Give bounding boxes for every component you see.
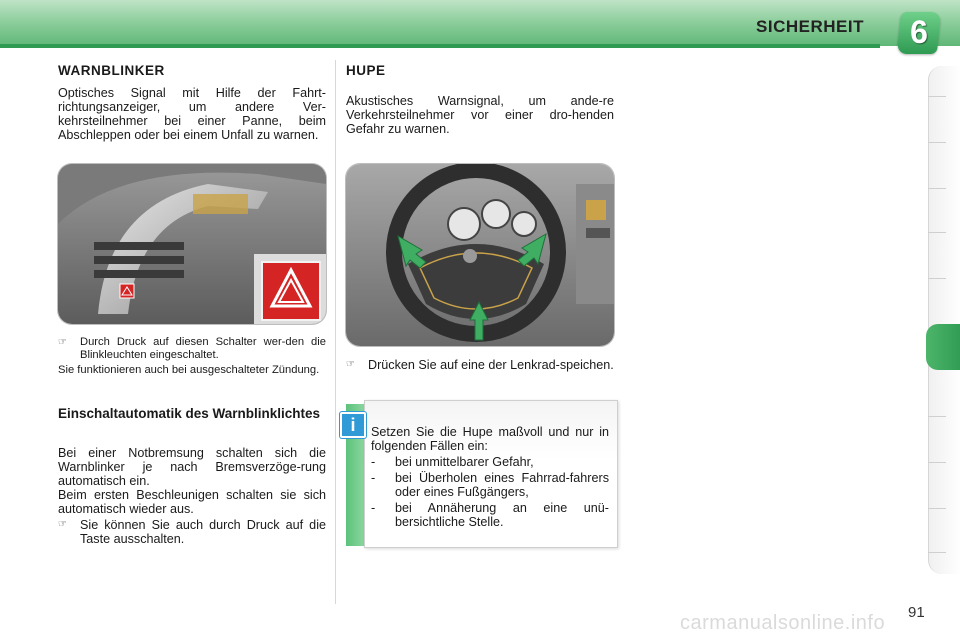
hupe-intro: Akustisches Warnsignal, um ande-re Verkehrsteilnehmer vor einer dro-henden Gefahr zu warnen. [346, 94, 614, 136]
column-divider [335, 60, 336, 604]
warnblinker-note: Sie funktionieren auch bei ausgeschalteter Zündung. [58, 364, 320, 376]
watermark: carmanualsonline.info [680, 612, 886, 634]
section-title: SICHERHEIT [756, 17, 864, 36]
chapter-badge [897, 12, 941, 54]
tab-notch [928, 188, 946, 189]
info-item: - bei Annäherung an eine unü-bersichtliche Stelle. [371, 501, 609, 529]
header-rule [0, 44, 880, 48]
hazard-switch-image [58, 164, 326, 324]
tab-notch [928, 552, 946, 553]
hazard-switch-illustration [58, 164, 326, 324]
tab-notch [928, 278, 946, 279]
automatik-para1: Bei einer Notbremsung schalten sich die Warnblinker je nach Bremsverzöge-rung automatisch ein. [58, 446, 326, 488]
page-number: 91 [908, 604, 925, 621]
info-item: - bei Überholen eines Fahrrad-fahrers oder eines Fußgängers, [371, 471, 609, 499]
info-item: - bei unmittelbarer Gefahr, [371, 455, 534, 469]
chapter-tab-active[interactable] [926, 324, 960, 370]
warnblinker-bullet: ☞ Durch Druck auf diesen Schalter wer-den die Blinkleuchten eingeschaltet. [58, 336, 326, 361]
tab-notch [928, 508, 946, 509]
pointer-icon: ☞ [346, 359, 355, 370]
warnblinker-intro: Optisches Signal mit Hilfe der Fahrt-richtungsanzeiger, um andere Ver-kehrsteilnehmer bei einer Panne, beim Abschleppen oder bei einem Unfall zu warnen. [58, 86, 326, 142]
automatik-para2: Beim ersten Beschleunigen schalten sie sich automatisch wieder aus. [58, 488, 326, 516]
tab-notch [928, 142, 946, 143]
tab-notch [928, 462, 946, 463]
hupe-title: HUPE [346, 63, 386, 78]
info-box [364, 400, 618, 548]
steering-wheel-illustration [346, 164, 614, 346]
chapter-number: 6 [910, 14, 928, 50]
tab-notch [928, 232, 946, 233]
pointer-icon: ☞ [58, 519, 67, 530]
info-icon: i [340, 412, 366, 438]
tab-notch [928, 96, 946, 97]
warnblinker-title: WARNBLINKER [58, 63, 165, 78]
info-intro: Setzen Sie die Hupe maßvoll und nur in folgenden Fällen ein: [371, 425, 609, 453]
automatik-title: Einschaltautomatik des Warnblinklichtes [58, 406, 321, 421]
tab-notch [928, 416, 946, 417]
steering-wheel-image [346, 164, 614, 346]
pointer-icon: ☞ [58, 337, 67, 348]
hupe-bullet: ☞ Drücken Sie auf eine der Lenkrad-speichen. [346, 358, 614, 372]
automatik-bullet: ☞ Sie können Sie auch durch Druck auf die Taste ausschalten. [58, 518, 326, 546]
